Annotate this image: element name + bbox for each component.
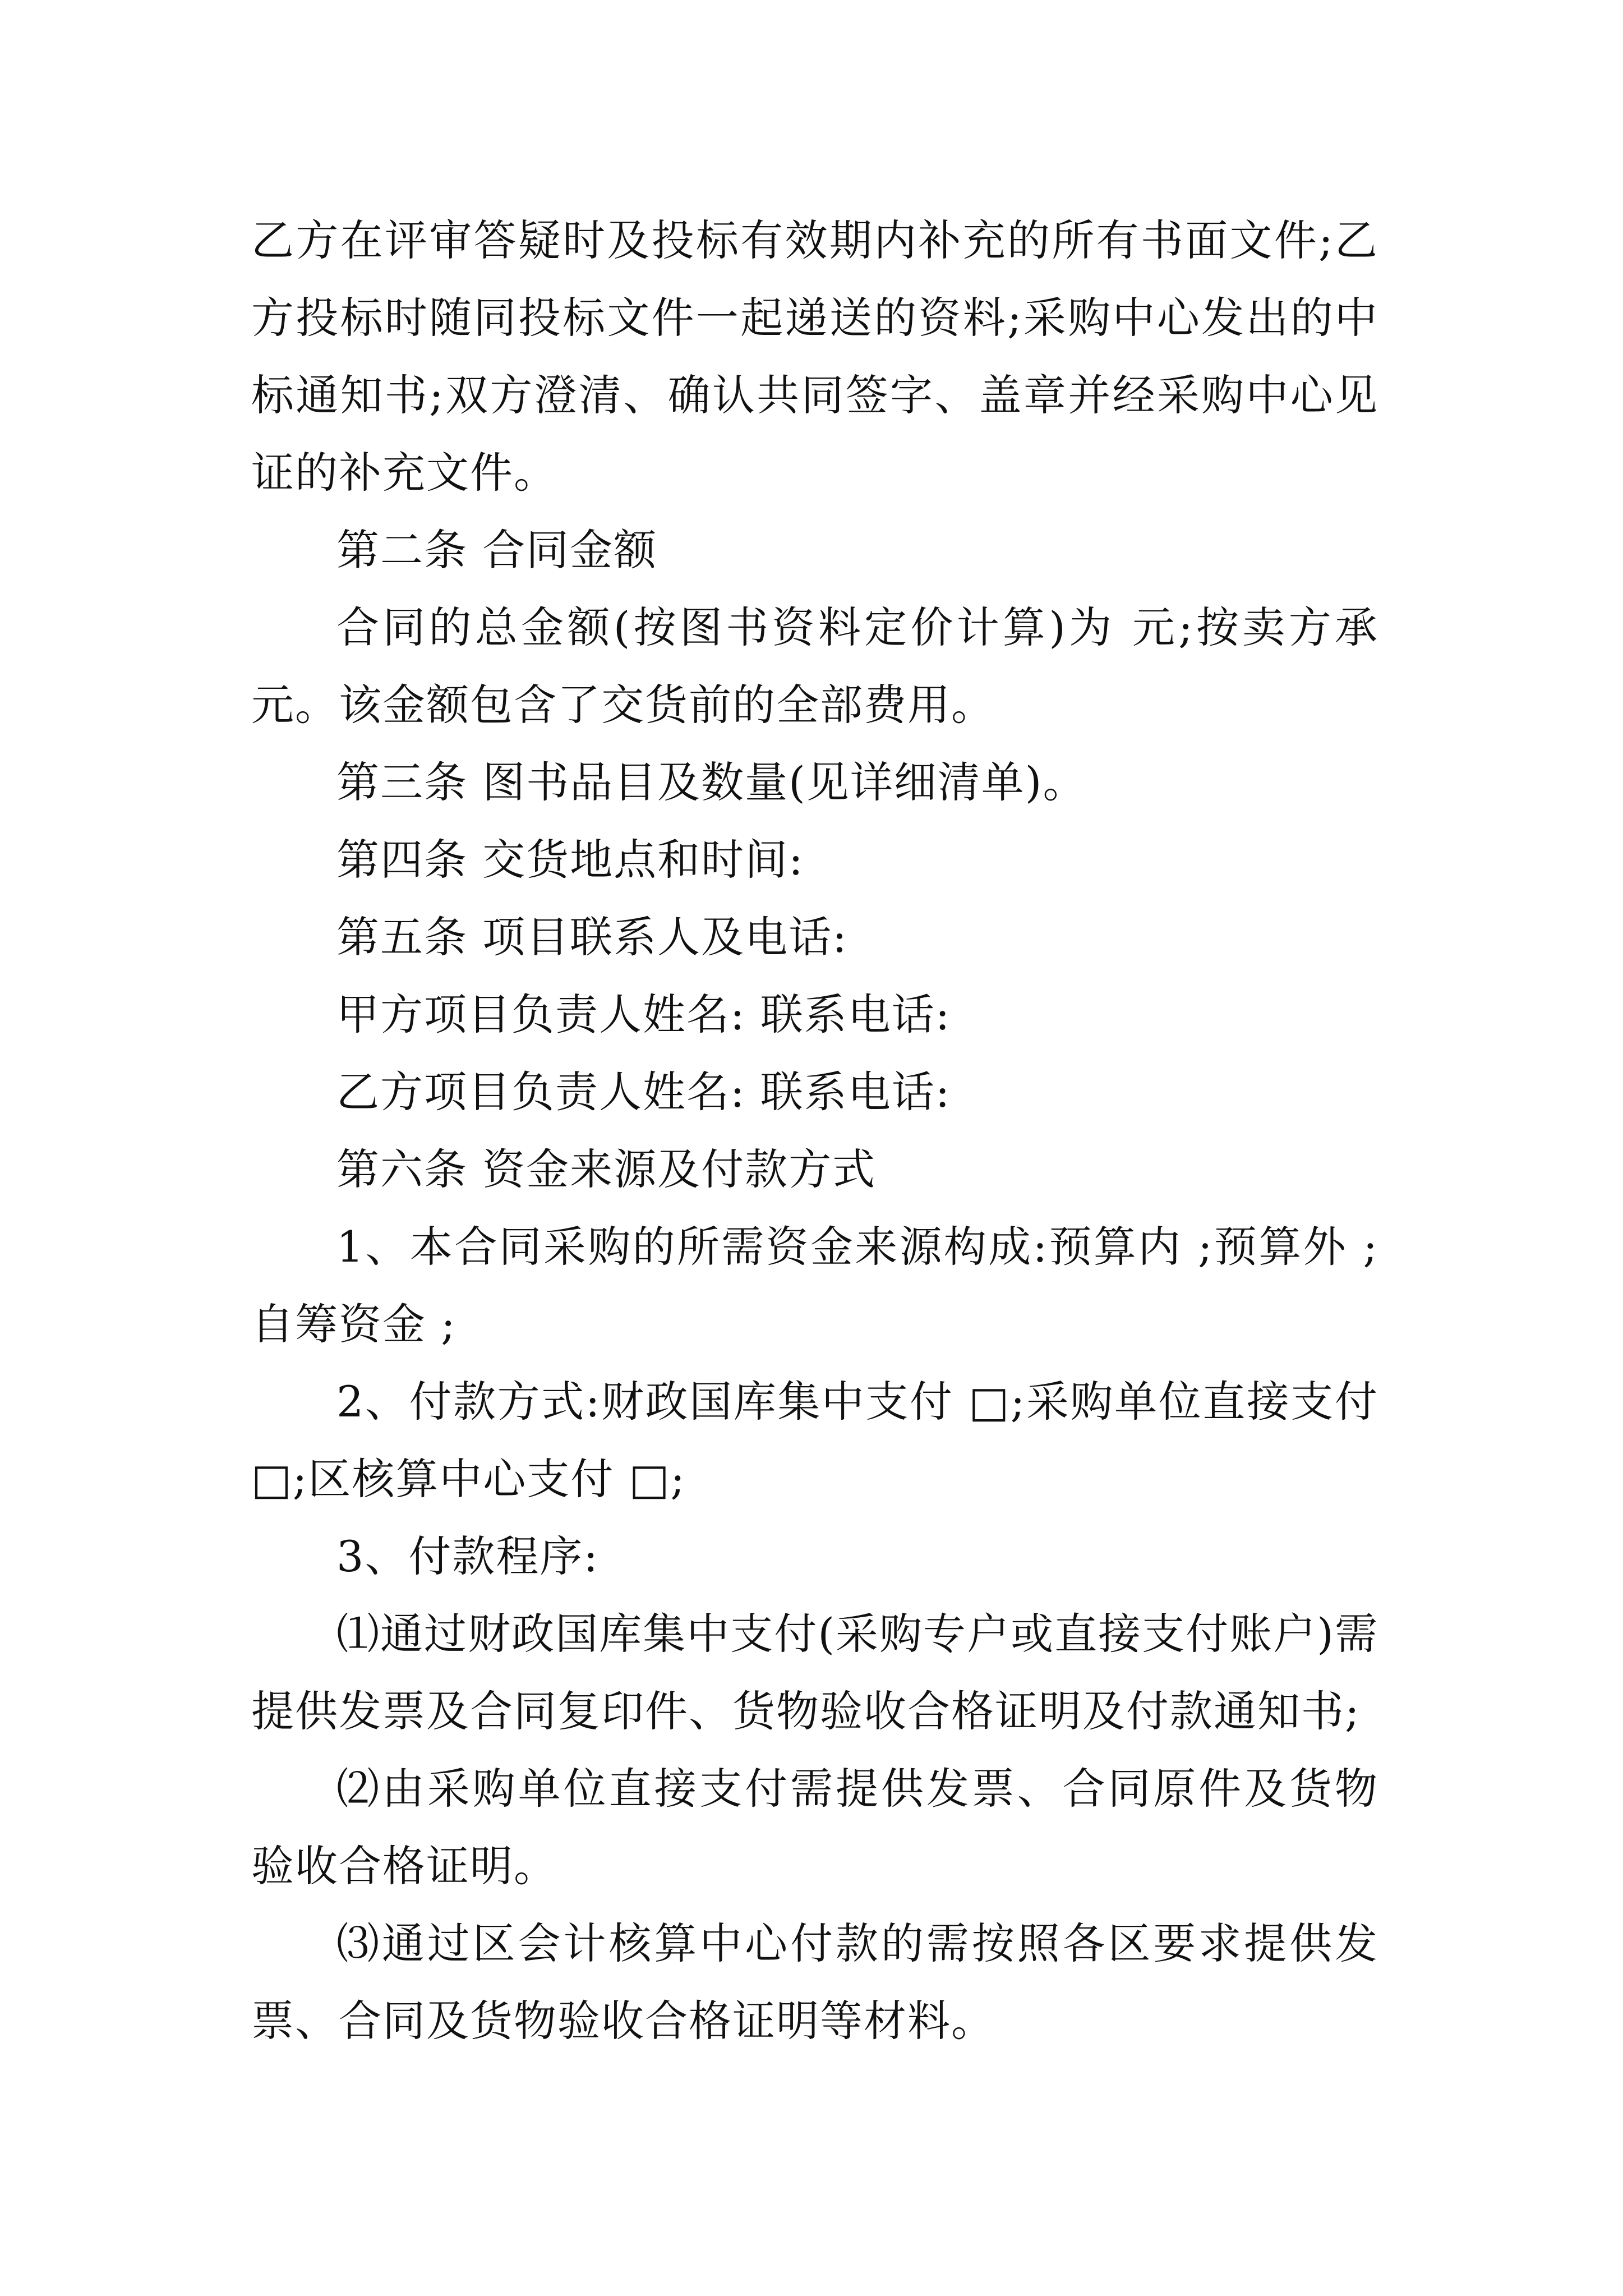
heading-article-2: 第二条 合同金额 [336, 525, 658, 575]
paragraph-fund-source: 1、本合同采购的所需资金来源构成:预算内 ;预算外 ;自筹资金 ; [251, 1222, 1378, 1349]
heading-article-4: 第四条 交货地点和时间: [336, 835, 804, 885]
heading-article-3: 第三条 图书品目及数量(见详细清单)。 [336, 757, 1087, 807]
party-a-contact-line: 甲方项目负责人姓名: 联系电话: [336, 990, 951, 1039]
paragraph-procedure-3: ⑶通过区会计核算中心付款的需按照各区要求提供发票、合同及货物验收合格证明等材料。 [251, 1918, 1378, 2046]
document-page [251, 202, 1378, 2060]
paragraph-contract-amount: 合同的总金额(按图书资料定价计算)为 元;按卖方承元。该金额包含了交货前的全部费用。 [251, 602, 1378, 730]
paragraph-supplementary-documents: 乙方在评审答疑时及投标有效期内补充的所有书面文件;乙方投标时随同投标文件一起递送的资料;采购中心发出的中标通知书;双方澄清、确认共同签字、盖章并经采购中心见证的补充文件。 [251, 215, 1378, 498]
heading-article-6: 第六条 资金来源及付款方式 [336, 1144, 877, 1194]
paragraph-procedure-2: ⑵由采购单位直接支付需提供发票、合同原件及货物验收合格证明。 [251, 1764, 1378, 1891]
paragraph-payment-method: 2、付款方式:财政国库集中支付 □;采购单位直接支付 □;区核算中心支付 □; [251, 1377, 1378, 1504]
party-b-contact-line: 乙方项目负责人姓名: 联系电话: [336, 1067, 951, 1117]
heading-article-5: 第五条 项目联系人及电话: [336, 912, 848, 962]
heading-payment-procedure: 3、付款程序: [336, 1531, 599, 1581]
paragraph-procedure-1: ⑴通过财政国库集中支付(采购专户或直接支付账户)需提供发票及合同复印件、货物验收合格证明及付款通知书; [251, 1609, 1378, 1736]
